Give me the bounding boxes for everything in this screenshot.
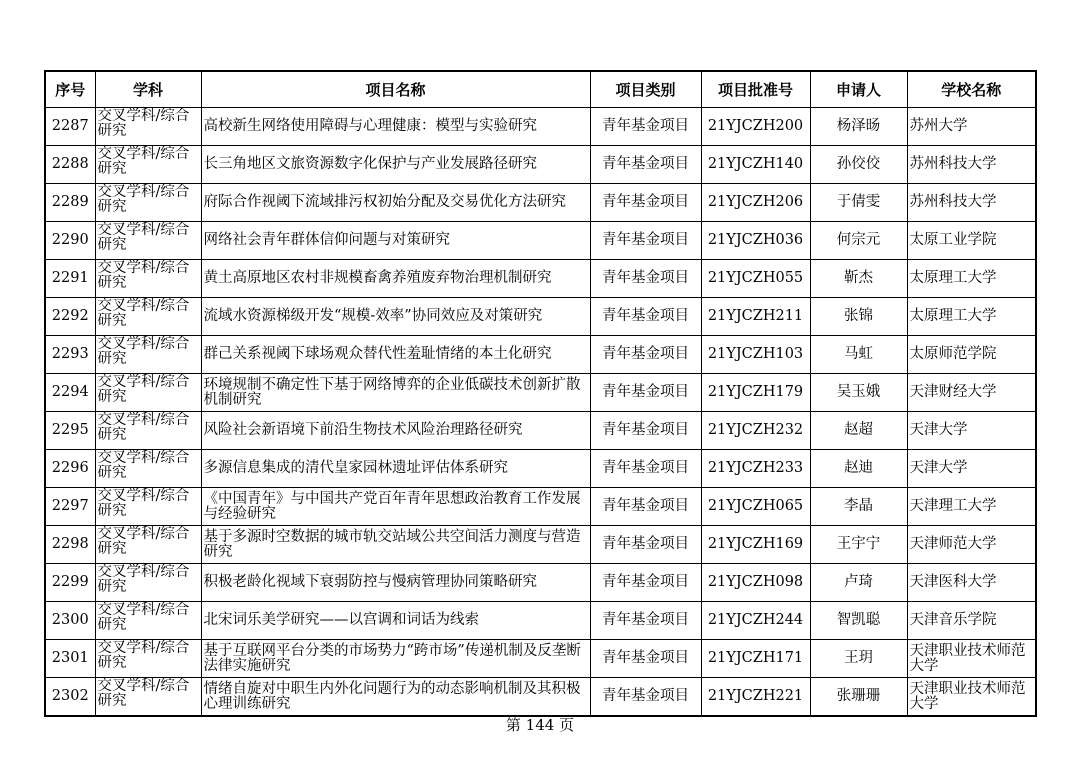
cell-project-type: 青年基金项目	[590, 374, 701, 412]
cell-project-name: 环境规制不确定性下基于网络博弈的企业低碳技术创新扩散机制研究	[201, 374, 590, 412]
cell-project-type: 青年基金项目	[590, 640, 701, 678]
cell-project-type: 青年基金项目	[590, 222, 701, 260]
cell-subject: 交叉学科/综合研究	[95, 450, 201, 488]
cell-subject: 交叉学科/综合研究	[95, 298, 201, 336]
cell-applicant: 卢琦	[810, 564, 907, 602]
cell-project-name: 流域水资源梯级开发“规模-效率”协同效应及对策研究	[201, 298, 590, 336]
cell-project-name: 长三角地区文旅资源数字化保护与产业发展路径研究	[201, 146, 590, 184]
cell-approval-code: 21YJCZH233	[701, 450, 810, 488]
cell-project-name: 府际合作视阈下流域排污权初始分配及交易优化方法研究	[201, 184, 590, 222]
table-row	[45, 108, 1036, 146]
project-table	[44, 70, 1037, 717]
table-row	[45, 564, 1036, 602]
table-row	[45, 678, 1036, 717]
cell-no: 2293	[45, 336, 95, 374]
table-header-row	[45, 71, 1036, 108]
cell-applicant: 张锦	[810, 298, 907, 336]
header-applicant: 申请人	[810, 71, 907, 108]
table-row	[45, 450, 1036, 488]
cell-no: 2298	[45, 526, 95, 564]
cell-subject: 交叉学科/综合研究	[95, 564, 201, 602]
cell-subject: 交叉学科/综合研究	[95, 146, 201, 184]
cell-applicant: 何宗元	[810, 222, 907, 260]
cell-applicant: 马虹	[810, 336, 907, 374]
cell-approval-code: 21YJCZH169	[701, 526, 810, 564]
cell-applicant: 张珊珊	[810, 678, 907, 717]
cell-no: 2301	[45, 640, 95, 678]
cell-subject: 交叉学科/综合研究	[95, 678, 201, 717]
cell-school: 天津理工大学	[907, 488, 1036, 526]
cell-project-name: 网络社会青年群体信仰问题与对策研究	[201, 222, 590, 260]
cell-subject: 交叉学科/综合研究	[95, 260, 201, 298]
table-row	[45, 602, 1036, 640]
cell-approval-code: 21YJCZH103	[701, 336, 810, 374]
page-number: 第 144 页	[505, 716, 575, 734]
cell-project-type: 青年基金项目	[590, 146, 701, 184]
cell-project-name: 高校新生网络使用障碍与心理健康：模型与实验研究	[201, 108, 590, 146]
table-row	[45, 336, 1036, 374]
cell-applicant: 智凯聪	[810, 602, 907, 640]
cell-no: 2302	[45, 678, 95, 717]
table-row	[45, 412, 1036, 450]
header-no: 序号	[45, 71, 95, 108]
cell-project-name: 风险社会新语境下前沿生物技术风险治理路径研究	[201, 412, 590, 450]
table-row	[45, 526, 1036, 564]
cell-applicant: 杨泽旸	[810, 108, 907, 146]
cell-project-name: 基于互联网平台分类的市场势力“跨市场”传递机制及反垄断法律实施研究	[201, 640, 590, 678]
cell-subject: 交叉学科/综合研究	[95, 526, 201, 564]
cell-school: 天津音乐学院	[907, 602, 1036, 640]
cell-no: 2287	[45, 108, 95, 146]
cell-subject: 交叉学科/综合研究	[95, 488, 201, 526]
header-school: 学校名称	[907, 71, 1036, 108]
cell-no: 2292	[45, 298, 95, 336]
cell-approval-code: 21YJCZH140	[701, 146, 810, 184]
header-project-name: 项目名称	[201, 71, 590, 108]
cell-school: 太原理工大学	[907, 298, 1036, 336]
cell-subject: 交叉学科/综合研究	[95, 108, 201, 146]
cell-school: 天津师范大学	[907, 526, 1036, 564]
cell-approval-code: 21YJCZH206	[701, 184, 810, 222]
cell-approval-code: 21YJCZH211	[701, 298, 810, 336]
cell-project-name: 北宋词乐美学研究——以宫调和词话为线索	[201, 602, 590, 640]
cell-project-type: 青年基金项目	[590, 412, 701, 450]
cell-applicant: 吴玉娥	[810, 374, 907, 412]
cell-applicant: 孙佼佼	[810, 146, 907, 184]
cell-project-type: 青年基金项目	[590, 260, 701, 298]
table-row	[45, 374, 1036, 412]
cell-school: 天津医科大学	[907, 564, 1036, 602]
cell-approval-code: 21YJCZH244	[701, 602, 810, 640]
table-row	[45, 640, 1036, 678]
cell-applicant: 王玥	[810, 640, 907, 678]
cell-project-type: 青年基金项目	[590, 678, 701, 717]
header-subject: 学科	[95, 71, 201, 108]
cell-subject: 交叉学科/综合研究	[95, 602, 201, 640]
table-row	[45, 488, 1036, 526]
cell-subject: 交叉学科/综合研究	[95, 184, 201, 222]
table-body	[45, 108, 1036, 717]
cell-applicant: 赵超	[810, 412, 907, 450]
table-row	[45, 184, 1036, 222]
cell-school: 苏州科技大学	[907, 184, 1036, 222]
table-row	[45, 298, 1036, 336]
cell-subject: 交叉学科/综合研究	[95, 336, 201, 374]
project-table-container	[44, 70, 1035, 717]
cell-approval-code: 21YJCZH065	[701, 488, 810, 526]
cell-no: 2296	[45, 450, 95, 488]
header-project-type: 项目类别	[590, 71, 701, 108]
cell-no: 2290	[45, 222, 95, 260]
cell-no: 2289	[45, 184, 95, 222]
cell-no: 2299	[45, 564, 95, 602]
cell-project-type: 青年基金项目	[590, 488, 701, 526]
cell-no: 2288	[45, 146, 95, 184]
cell-school: 天津职业技术师范大学	[907, 640, 1036, 678]
cell-applicant: 李晶	[810, 488, 907, 526]
cell-approval-code: 21YJCZH179	[701, 374, 810, 412]
cell-subject: 交叉学科/综合研究	[95, 374, 201, 412]
cell-no: 2300	[45, 602, 95, 640]
cell-subject: 交叉学科/综合研究	[95, 222, 201, 260]
cell-project-name: 黄土高原地区农村非规模畜禽养殖废弃物治理机制研究	[201, 260, 590, 298]
cell-school: 天津大学	[907, 450, 1036, 488]
cell-approval-code: 21YJCZH200	[701, 108, 810, 146]
cell-subject: 交叉学科/综合研究	[95, 412, 201, 450]
header-approval-code: 项目批准号	[701, 71, 810, 108]
table-row	[45, 260, 1036, 298]
cell-school: 太原工业学院	[907, 222, 1036, 260]
cell-school: 苏州科技大学	[907, 146, 1036, 184]
cell-no: 2294	[45, 374, 95, 412]
cell-applicant: 王宇宁	[810, 526, 907, 564]
table-row	[45, 146, 1036, 184]
cell-project-name: 《中国青年》与中国共产党百年青年思想政治教育工作发展与经验研究	[201, 488, 590, 526]
cell-project-type: 青年基金项目	[590, 564, 701, 602]
cell-no: 2291	[45, 260, 95, 298]
cell-school: 天津财经大学	[907, 374, 1036, 412]
cell-project-type: 青年基金项目	[590, 298, 701, 336]
table-row	[45, 222, 1036, 260]
cell-applicant: 于倩雯	[810, 184, 907, 222]
cell-approval-code: 21YJCZH055	[701, 260, 810, 298]
cell-approval-code: 21YJCZH232	[701, 412, 810, 450]
cell-applicant: 赵迪	[810, 450, 907, 488]
cell-project-type: 青年基金项目	[590, 526, 701, 564]
cell-project-name: 情绪自旋对中职生内外化问题行为的动态影响机制及其积极心理训练研究	[201, 678, 590, 717]
cell-school: 天津职业技术师范大学	[907, 678, 1036, 717]
cell-subject: 交叉学科/综合研究	[95, 640, 201, 678]
cell-project-type: 青年基金项目	[590, 336, 701, 374]
cell-school: 太原理工大学	[907, 260, 1036, 298]
cell-no: 2295	[45, 412, 95, 450]
cell-project-type: 青年基金项目	[590, 602, 701, 640]
cell-project-type: 青年基金项目	[590, 450, 701, 488]
cell-school: 天津大学	[907, 412, 1036, 450]
cell-approval-code: 21YJCZH221	[701, 678, 810, 717]
cell-project-name: 群己关系视阈下球场观众替代性羞耻情绪的本土化研究	[201, 336, 590, 374]
cell-school: 太原师范学院	[907, 336, 1036, 374]
cell-no: 2297	[45, 488, 95, 526]
cell-school: 苏州大学	[907, 108, 1036, 146]
cell-project-name: 基于多源时空数据的城市轨交站域公共空间活力测度与营造研究	[201, 526, 590, 564]
cell-project-type: 青年基金项目	[590, 184, 701, 222]
cell-approval-code: 21YJCZH171	[701, 640, 810, 678]
cell-applicant: 靳杰	[810, 260, 907, 298]
cell-approval-code: 21YJCZH098	[701, 564, 810, 602]
cell-project-name: 积极老龄化视域下衰弱防控与慢病管理协同策略研究	[201, 564, 590, 602]
cell-project-type: 青年基金项目	[590, 108, 701, 146]
cell-project-name: 多源信息集成的清代皇家园林遗址评估体系研究	[201, 450, 590, 488]
cell-approval-code: 21YJCZH036	[701, 222, 810, 260]
